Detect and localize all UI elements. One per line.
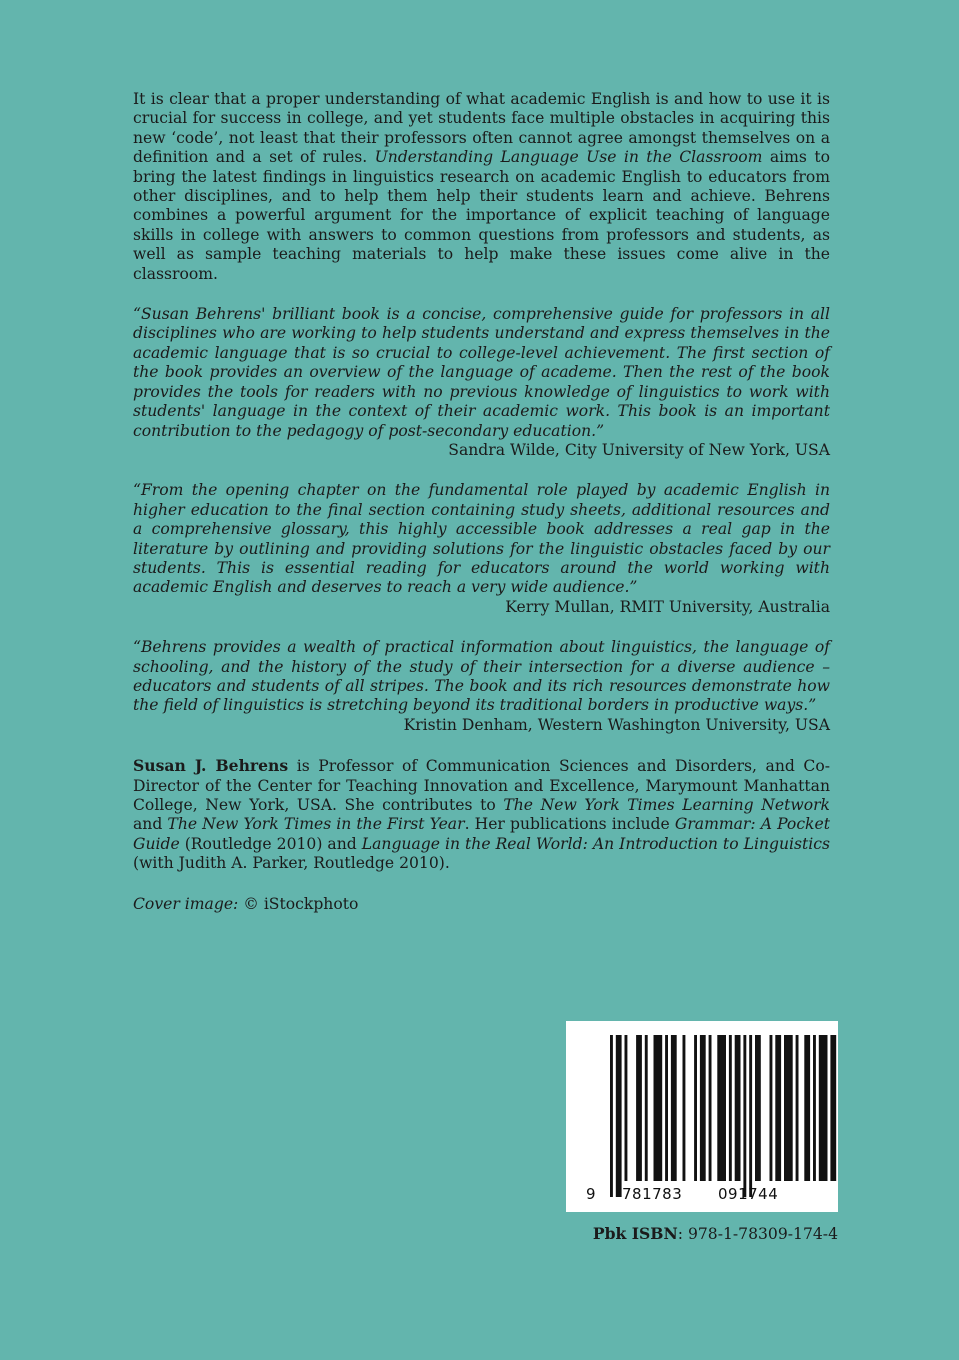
barcode-bar: [770, 1035, 773, 1181]
barcode-bar: [654, 1035, 663, 1181]
barcode-bars: [566, 1021, 838, 1212]
barcode-bar: [755, 1035, 761, 1181]
barcode-bar: [819, 1035, 828, 1181]
barcode-bar: [729, 1035, 732, 1181]
book-title-italic: Understanding Language Use in the Classroom: [374, 148, 763, 167]
isbn-value: : 978-1-78309-174-4: [677, 1225, 838, 1243]
barcode-bar: [665, 1035, 668, 1181]
bio-italic-1: The New York Times Learning Network: [503, 796, 831, 814]
barcode-bar: [804, 1035, 810, 1181]
bio-text: is Professor of Communication Sciences and Disorders, and Co-Director of the Center for Teaching Innovation and Excellence, Marymount Manhattan College, New York, USA. She contributes to: [133, 757, 830, 814]
barcode-bar: [784, 1035, 793, 1181]
barcode-bar: [735, 1035, 741, 1181]
cover-image-credit: [133, 895, 830, 914]
isbn-line: [593, 1224, 838, 1243]
barcode-bar: [616, 1035, 622, 1197]
bio-italic-2: The New York Times in the First Year: [167, 815, 465, 834]
bio-text-2: and: [133, 815, 168, 834]
barcode-digits-left: 781783: [622, 1185, 683, 1203]
review-attribution-2: Kerry Mullan, RMIT University, Australia: [505, 597, 830, 616]
cover-credit-label: Cover image:: [133, 894, 239, 913]
review-quote-2: “From the opening chapter on the fundamental role played by academic English in higher education to the final section containing study sheets, additional resources and a comprehensive glossary, this highly accessible book addresses a real gap in the literature by outlining and providing solutions for the linguistic obstacles faced by our students. This is essential reading for educators around the world working with academic English and deserves to reach a very wide audience.”: [133, 481, 830, 597]
description-text-cont: aims to bring the latest findings in linguistics research on academic English to educators from other disciplines, and to help them help their students learn and achieve. Behrens combines a powerful argument for the importance of explicit teaching of language skills in college with answers to common questions from professors and students, as well as sample teaching materials to help make these issues come alive in the classroom.: [133, 148, 830, 283]
barcode-bar: [671, 1035, 677, 1181]
review-quote-1: “Susan Behrens' brilliant book is a concise, comprehensive guide for professors in all disciplines who are working to help students understand and express themselves in the academic language that is so crucial to college-level achievement. The first section of the book provides an overview of the language of academe. Then the rest of the book provides the tools for readers with no previous knowledge of linguistics to work with students' language in the context of their academic work. This book is an important contribution to the pedagogy of post-secondary education.”: [133, 305, 830, 440]
cover-credit-value: © iStockphoto: [238, 894, 359, 913]
bio-text-4: (Routledge 2010) and: [179, 834, 362, 853]
author-name: Susan J. Behrens: [133, 756, 289, 776]
barcode-bar: [709, 1035, 712, 1181]
author-bio: [133, 756, 830, 873]
barcode-bar: [796, 1035, 799, 1181]
description-paragraph: [133, 90, 830, 284]
barcode-bar: [743, 1035, 746, 1197]
barcode-bar: [717, 1035, 726, 1181]
bio-text-5: (with Judith A. Parker, Routledge 2010).: [133, 854, 450, 873]
barcode-bar: [645, 1035, 648, 1181]
barcode-bar: [813, 1035, 816, 1181]
barcode-bar: [775, 1035, 781, 1181]
review-attribution-1: Sandra Wilde, City University of New York, USA: [448, 440, 830, 459]
barcode-bar: [683, 1035, 686, 1181]
barcode-bar: [700, 1035, 706, 1181]
bio-italic-4: Language in the Real World: An Introduction to Linguistics: [361, 834, 830, 853]
description-text: It is clear that a proper understanding of what academic English is and how to use it is crucial for success in college, and yet students face multiple obstacles in acquiring this new ‘code’, not least that their professors often cannot agree amongst themselves on a definition and a set of rules.: [133, 90, 830, 167]
review-quote-3: “Behrens provides a wealth of practical information about linguistics, the language of schooling, and the history of the study of their intersection for a diverse audience – educators and students of all stripes. The book and its rich resources demonstrate how the field of linguistics is stretching beyond its traditional borders in productive ways.”: [133, 638, 830, 715]
barcode-bar: [625, 1035, 628, 1181]
bio-italic-3: Grammar: A Pocket Guide: [133, 815, 831, 853]
barcode-bar: [636, 1035, 642, 1181]
barcode-bar: [610, 1035, 613, 1197]
bio-text-3: . Her publications include: [464, 815, 675, 834]
isbn-label: Pbk ISBN: [592, 1224, 678, 1243]
barcode-bar: [694, 1035, 697, 1181]
barcode-bar: [749, 1035, 752, 1197]
barcode-digit-first: 9: [586, 1185, 597, 1203]
barcode-digits-right: 091744: [718, 1185, 779, 1203]
review-attribution-3: Kristin Denham, Western Washington University, USA: [403, 715, 830, 734]
barcode: [566, 1021, 838, 1212]
back-cover-text: [133, 90, 830, 914]
barcode-bar: [830, 1035, 836, 1181]
